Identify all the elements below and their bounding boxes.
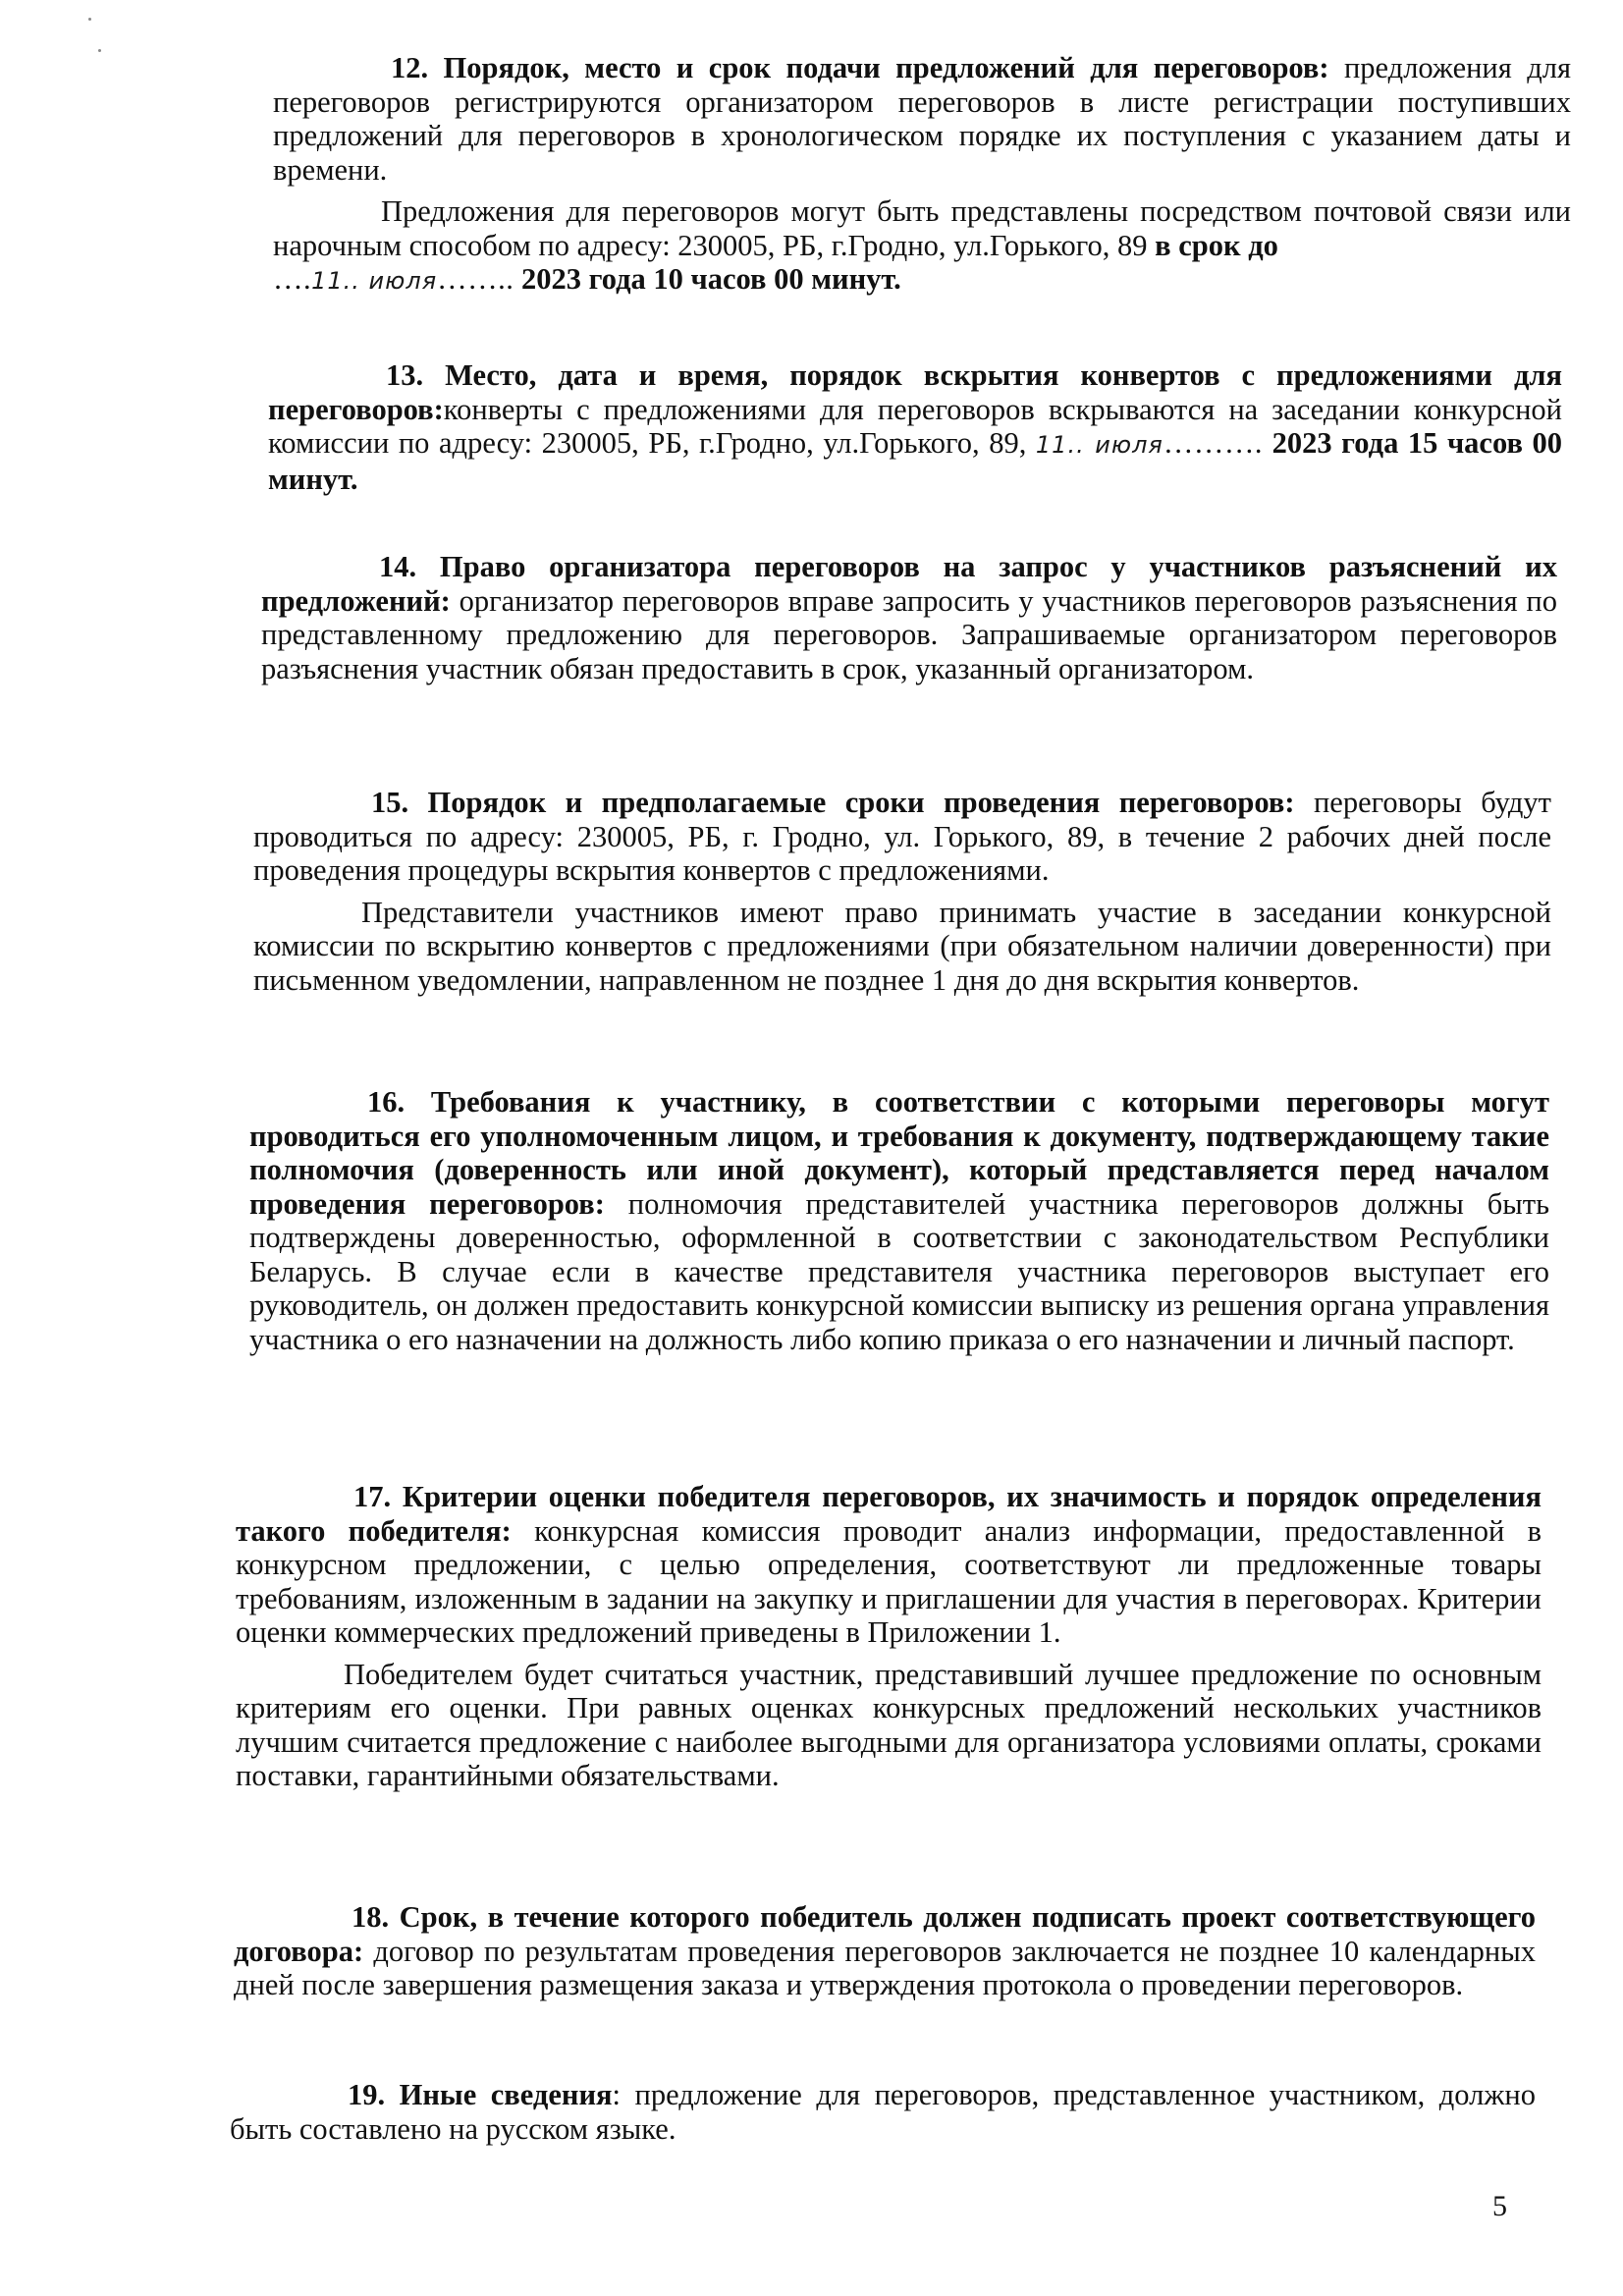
section-12-p2-text: Предложения для переговоров могут быть представлены посредством почтовой связи или нарочным способом по адресу: 230005, РБ, г.Гродно, ул.Горького, 89 (273, 194, 1571, 262)
scan-speck (88, 18, 91, 21)
section-17-p2: Победителем будет считаться участник, представивший лучшее предложение по основным критериям его оценки. При равных оценках конкурсных предложений нескольких участников лучшим считается предложение с наиболее выгодными для организатора условиями оплаты, сроками поставки, гарантийными обязательствами. (236, 1657, 1542, 1792)
page-number: 5 (1492, 2190, 1507, 2222)
section-12-heading: 12. Порядок, место и срок подачи предложений для переговоров: (391, 51, 1329, 84)
scan-speck (98, 49, 101, 52)
section-13-heading: 13. Место, дата и время, порядок вскрытия конвертов с предложениями для переговоров: (268, 358, 1562, 426)
section-15-heading: 15. Порядок и предполагаемые сроки проведения переговоров: (371, 786, 1295, 819)
handwritten-date-13: 11.. июля (1035, 431, 1163, 459)
section-12-dots-before: …. (273, 262, 312, 296)
section-19 (230, 2078, 1536, 2146)
section-12-deadline-label: в срок до (1155, 228, 1278, 262)
section-13-text: конверты с предложениями для переговоров вскрываются на заседании конкурсной комиссии по адресу: 230005, РБ, г.Гродно, ул.Горького, 89, (268, 392, 1562, 460)
section-14 (261, 550, 1557, 685)
section-16-heading: 16. Требования к участнику, в соответствии с которыми переговоры могут проводиться его уполномоченным лицом, и требования к документу, подтверждающему такие полномочия (доверенность или иной документ), который представляется перед началом проведения переговоров: (249, 1085, 1549, 1221)
section-17-heading: 17. Критерии оценки победителя переговоров, их значимость и порядок определения такого победителя: (236, 1480, 1542, 1548)
section-15 (253, 786, 1551, 997)
section-12-dots-after: …….. (437, 262, 514, 296)
section-17 (236, 1480, 1542, 1793)
handwritten-date-12: 11.. июля (311, 267, 438, 295)
section-18-heading: 18. Срок, в течение которого победитель должен подписать проект соответствующего договора: (234, 1900, 1536, 1968)
section-12-text: предложения для переговоров регистрируются организатором переговоров в листе регистрации поступивших предложений для переговоров в хронологическом порядке их поступления с указанием даты и времени. (273, 51, 1571, 187)
section-16 (249, 1085, 1549, 1356)
section-18 (234, 1900, 1536, 2002)
section-13-time: 2023 года 15 часов 00 минут. (268, 426, 1563, 496)
section-18-text: договор по результатам проведения переговоров заключается не позднее 10 календарных дней после завершения размещения заказа и утверждения протокола о проведении переговоров. (234, 1934, 1536, 2001)
section-15-p2: Представители участников имеют право принимать участие в заседании конкурсной комиссии по вскрытию конвертов с предложениями (при обязательном наличии доверенности) при письменном уведомлении, направленном не позднее 1 дня до дня вскрытия конвертов. (253, 895, 1551, 997)
section-16-text: полномочия представителей участника переговоров должны быть подтверждены доверенностью, оформленной в соответствии с законодательством Республики Беларусь. В случае если в качестве представителя участника переговоров выступает его руководитель, он должен предоставить конкурсной комиссии выписку из решения органа управления участника о его назначении на должность либо копию приказа о его назначении и личный паспорт. (249, 1186, 1549, 1356)
section-13 (268, 358, 1562, 496)
section-19-text: : предложение для переговоров, представленное участником, должно быть составлено на русском языке. (230, 2078, 1536, 2146)
section-14-heading: 14. Право организатора переговоров на запрос у участников разъяснений их предложений: (261, 550, 1557, 618)
section-12-deadline-time: 2023 года 10 часов 00 минут. (514, 262, 901, 296)
section-12 (273, 51, 1571, 299)
section-17-text: конкурсная комиссия проводит анализ информации, предоставленной в конкурсном предложении, с целью определения, соответствуют ли предложенные товары требованиям, изложенным в задании на закупку и приглашении для участия в переговорах. Критерии оценки коммерческих предложений приведены в Приложении 1. (236, 1513, 1542, 1649)
section-14-text: организатор переговоров вправе запросить у участников переговоров разъяснения по представленному предложению для переговоров. Запрашиваемые организатором переговоров разъяснения участник обязан предоставить в срок, указанный организатором. (261, 583, 1557, 685)
section-13-dots: ………. (1163, 426, 1263, 460)
section-19-heading: 19. Иные сведения (348, 2078, 613, 2111)
section-15-text: переговоры будут проводиться по адресу: 230005, РБ, г. Гродно, ул. Горького, 89, в течение 2 рабочих дней после проведения процедуры вскрытия конвертов с предложениями. (253, 786, 1551, 887)
